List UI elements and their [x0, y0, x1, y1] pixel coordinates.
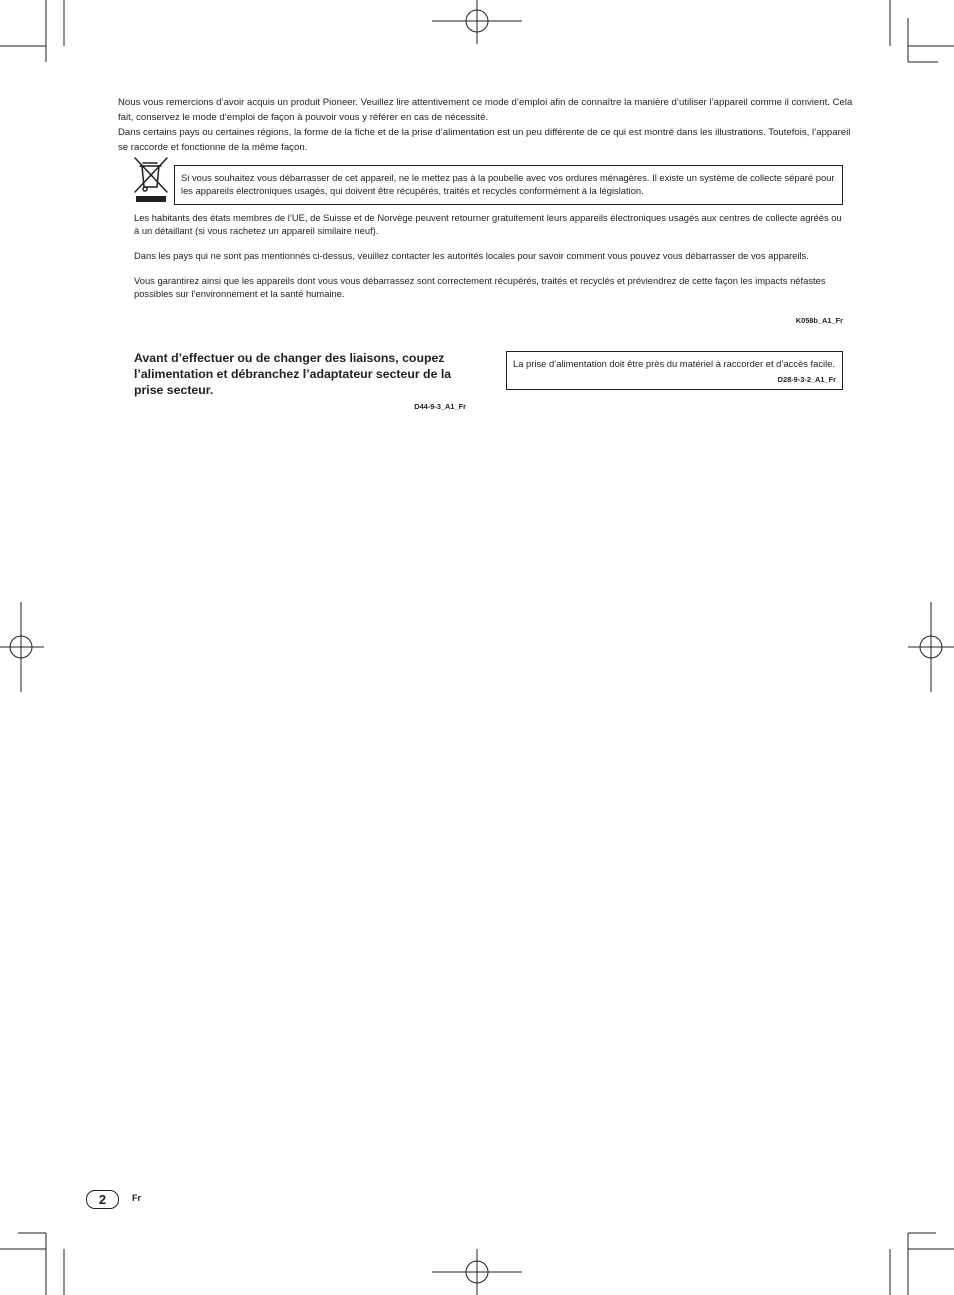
power-outlet-notice-text: La prise d’alimentation doit être près du matériel à raccorder et d’accès facile. — [513, 358, 836, 369]
weee-disposal-notice: Si vous souhaitez vous débarrasser de cet appareil, ne le mettez pas à la poubelle avec vos ordures ménagères. Il existe un système de collecte séparé pour les appareils électroniques usagés, qui doivent être récupérés, traités et recyclés conformément à la législation. — [174, 165, 843, 205]
intro-text — [118, 95, 856, 155]
weee-paragraph-other-countries: Dans les pays qui ne sont pas mentionnés ci-dessus, veuillez contacter les autorités locales pour savoir comment vous pouvez vous débarrasser de vos appareils. — [134, 250, 809, 261]
page-number: 2 — [86, 1190, 119, 1209]
crossed-out-wheelie-bin-icon — [134, 156, 168, 204]
weee-paragraph-environment: Vous garantirez ainsi que les appareils dont vous vous débarrassez sont correctement récupérés, traités et recyclés et préviendrez de cette façon les impacts néfastes possibles sur l’environnement et la santé humaine. — [134, 275, 826, 299]
intro-paragraph-plug-shape: Dans certains pays ou certaines régions, la forme de la fiche et de la prise d’alimentation est un peu différente de ce qui est montré dans les illustrations. Toutefois, l’appareil se raccorde et fonctionne de la même façon. — [118, 127, 851, 153]
connection-warning-heading: Avant d’effectuer ou de changer des liaisons, coupez l’alimentation et débranchez l’adaptateur secteur de la prise secteur. — [134, 351, 452, 397]
power-outlet-notice — [506, 351, 843, 390]
language-code: Fr — [132, 1193, 141, 1203]
weee-paragraph-eu: Les habitants des états membres de l’UE, de Suisse et de Norvège peuvent retourner gratuitement leurs appareils électroniques usagés aux centres de collecte agréés ou à un détaillant (si vous rachetez un appareil similaire neuf). — [134, 212, 842, 236]
weee-reference-code: K058b_A1_Fr — [795, 316, 843, 325]
intro-paragraph-thanks: Nous vous remercions d’avoir acquis un produit Pioneer. Veuillez lire attentivement ce mode d’emploi afin de connaître la manière d’utiliser l’appareil comme il convient. Cela fait, conservez le mode d’emploi de façon à pouvoir vous y référer en cas de nécessité. — [118, 97, 853, 123]
weee-paragraphs — [134, 211, 844, 312]
connection-warning-code: D44-9-3_A1_Fr — [414, 402, 466, 411]
power-outlet-notice-code: D28-9-3-2_A1_Fr — [777, 375, 836, 384]
